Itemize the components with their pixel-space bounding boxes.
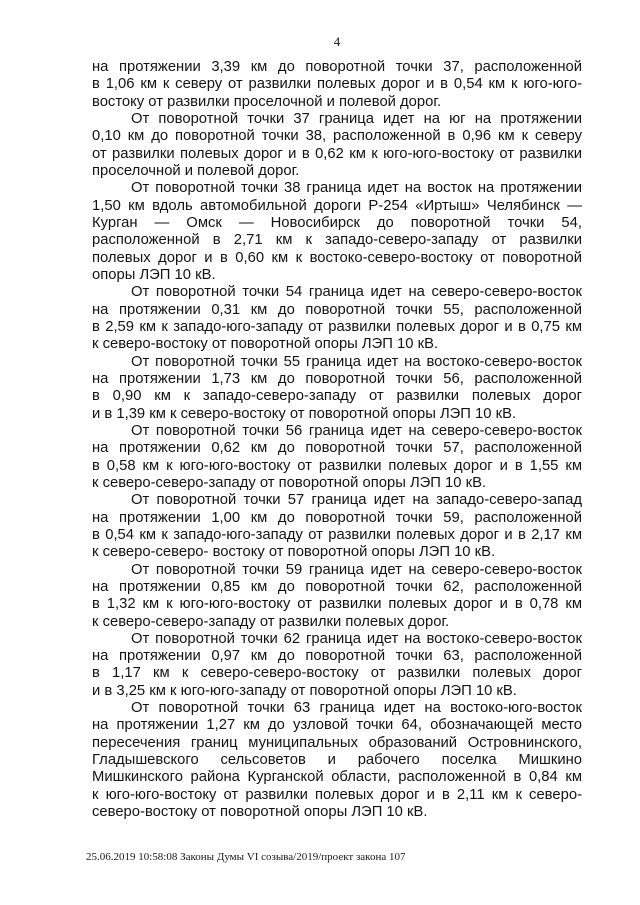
text-line: востоку от развилки проселочной и полевой дорог. [92, 93, 442, 110]
text-line: От поворотной точки 62 граница идет на востоко-северо-восток [131, 630, 582, 647]
text-line: к северо-северо-западу от развилки полевых дорог. [92, 613, 450, 630]
text-line: опоры ЛЭП 10 кВ. [92, 266, 216, 283]
paragraph [92, 180, 582, 284]
text-line: в 0,54 км к западо-юго-западу от развилки полевых дорог и в 2,17 км [92, 526, 582, 543]
text-line: и в 3,25 км к юго-юго-западу от поворотной опоры ЛЭП 10 кВ. [92, 682, 517, 699]
text-line: в 2,59 км к западо-юго-западу от развилки полевых дорог и в 0,75 км [92, 318, 582, 335]
paragraph [92, 59, 582, 111]
text-line: к северо-северо- востоку от поворотной опоры ЛЭП 10 кВ. [92, 544, 496, 561]
text-line: на протяжении 3,39 км до поворотной точки 37, расположенной [92, 59, 582, 75]
text-line: От поворотной точки 63 граница идет на востоко-юго-восток [131, 700, 582, 717]
text-line: северо-востоку от поворотной опоры ЛЭП 10 кВ. [92, 804, 428, 821]
text-line: на протяжении 1,27 км до узловой точки 64, обозначающей место [92, 717, 582, 734]
paragraph [92, 700, 582, 821]
text-line: в 0,58 км к юго-юго-востоку от развилки полевых дорог и в 1,55 км [92, 457, 582, 474]
text-line: От поворотной точки 59 граница идет на северо-северо-восток [131, 561, 582, 578]
text-line: от развилки полевых дорог и в 0,62 км к юго-юго-востоку от развилки [92, 145, 582, 162]
text-line: в 1,17 км к северо-северо-востоку от развилки полевых дорог [92, 665, 582, 682]
text-line: 0,10 км до поворотной точки 38, расположенной в 0,96 км к северу [92, 128, 582, 145]
text-line: От поворотной точки 57 граница идет на западо-северо-запад [131, 492, 582, 509]
text-line: От поворотной точки 56 граница идет на северо-северо-восток [131, 422, 582, 439]
text-line: на протяжении 1,73 км до поворотной точки 56, расположенной [92, 370, 582, 387]
text-line: в 1,32 км к юго-юго-востоку от развилки полевых дорог и в 0,78 км [92, 596, 582, 613]
text-line: на протяжении 0,97 км до поворотной точки 63, расположенной [92, 648, 582, 665]
text-line: Гладышевского сельсоветов и рабочего поселка Мишкино [92, 752, 582, 769]
paragraph [92, 111, 582, 180]
text-line: Мишкинского района Курганской области, расположенной в 0,84 км [92, 769, 582, 786]
text-line: в 1,06 км к северу от развилки полевых дорог и в 0,54 км к юго-юго- [92, 76, 582, 93]
paragraph [92, 631, 582, 700]
text-line: От поворотной точки 37 граница идет на юг на протяжении [131, 110, 582, 127]
text-line: От поворотной точки 38 граница идет на восток на протяжении [131, 180, 582, 197]
paragraph [92, 492, 582, 561]
text-line: расположенной в 2,71 км к западо-северо-западу от развилки [92, 232, 582, 249]
text-line: к северо-северо-западу от поворотной опоры ЛЭП 10 кВ. [92, 474, 487, 491]
text-line: проселочной и полевой дорог. [92, 162, 300, 179]
text-line: пересечения границ муниципальных образований Островнинского, [92, 734, 582, 751]
text-line: полевых дорог и в 0,60 км к востоко-северо-востоку от поворотной [92, 249, 582, 266]
paragraph [92, 354, 582, 423]
text-line: и в 1,39 км к северо-востоку от поворотной опоры ЛЭП 10 кВ. [92, 405, 517, 422]
paragraph [92, 562, 582, 631]
paragraph [92, 423, 582, 492]
document-body [92, 59, 582, 821]
text-line: От поворотной точки 54 граница идет на северо-северо-восток [131, 284, 582, 301]
text-line: на протяжении 1,00 км до поворотной точки 59, расположенной [92, 509, 582, 526]
text-line: на протяжении 0,85 км до поворотной точки 62, расположенной [92, 578, 582, 595]
text-line: От поворотной точки 55 граница идет на востоко-северо-восток [131, 353, 582, 370]
text-line: к северо-востоку от поворотной опоры ЛЭП 10 кВ. [92, 336, 439, 353]
text-line: Курган — Омск — Новосибирск до поворотной точки 54, [92, 214, 582, 231]
text-line: к юго-юго-востоку от развилки полевых дорог и в 2,11 км к северо- [92, 786, 582, 803]
text-line: на протяжении 0,62 км до поворотной точки 57, расположенной [92, 440, 582, 457]
text-line: на протяжении 0,31 км до поворотной точки 55, расположенной [92, 301, 582, 318]
page-number: 4 [333, 34, 341, 49]
text-line: 1,50 км вдоль автомобильной дороги Р-254 «Иртыш» Челябинск — [92, 197, 582, 214]
footer-stamp: 25.06.2019 10:58:08 Законы Думы VI созыва/2019/проект закона 107 [86, 851, 406, 863]
text-line: в 0,90 км к западо-северо-западу от развилки полевых дорог [92, 388, 582, 405]
paragraph [92, 284, 582, 353]
